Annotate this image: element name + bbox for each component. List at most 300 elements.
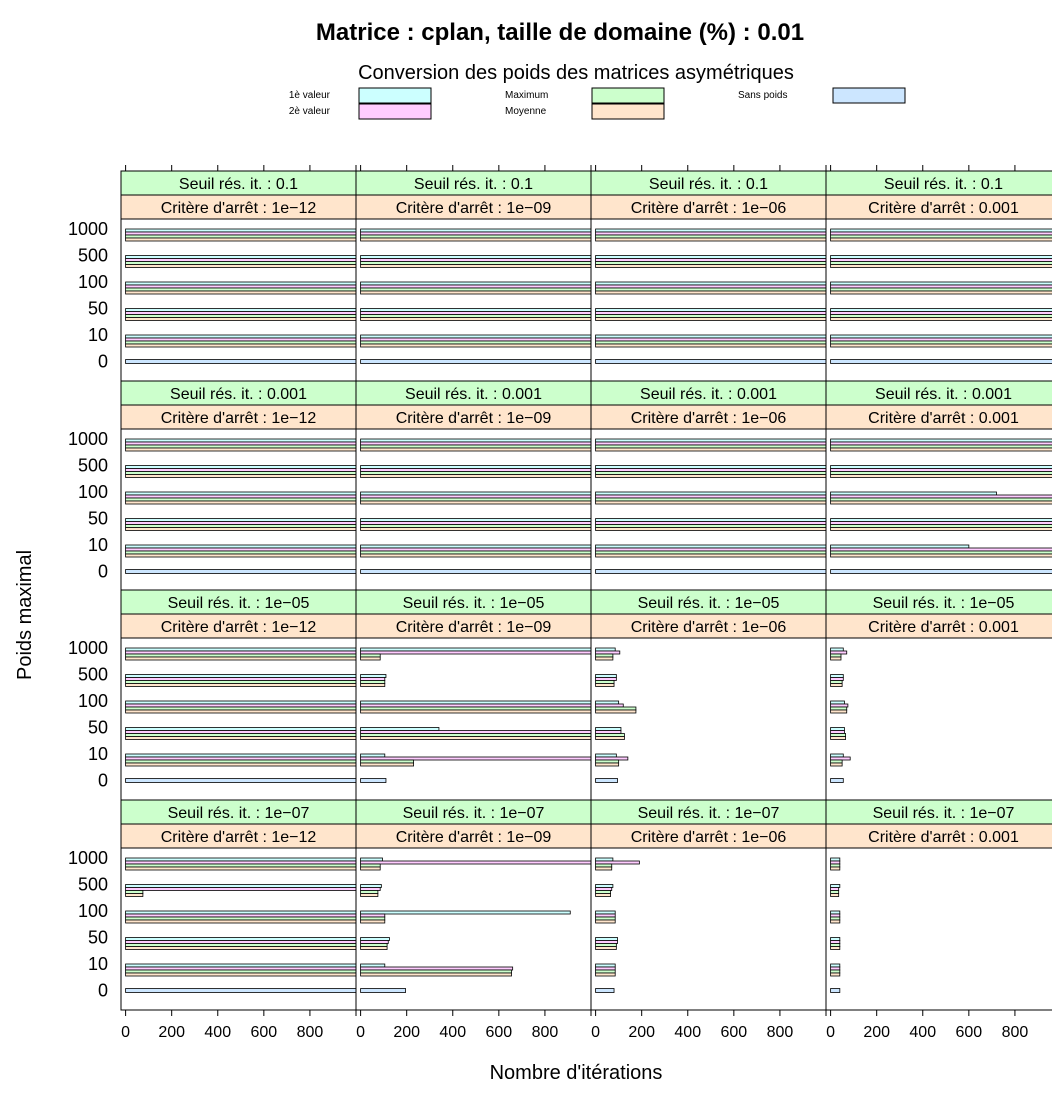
panel	[356, 590, 591, 800]
bar	[361, 941, 389, 944]
bar	[831, 757, 851, 760]
bar	[361, 439, 591, 442]
x-tick-label: 0	[826, 1024, 836, 1041]
bar	[361, 894, 378, 897]
bar	[831, 338, 1052, 341]
x-tick-label: 600	[250, 1024, 278, 1041]
bar	[361, 737, 591, 740]
bar	[361, 657, 381, 660]
strip-critere-label: Critère d'arrêt : 1e−12	[160, 200, 317, 217]
bar	[596, 256, 826, 259]
bar	[361, 944, 387, 947]
bar	[361, 262, 591, 265]
y-tick-label: 100	[77, 272, 108, 292]
bar	[831, 309, 1052, 312]
bar	[126, 920, 356, 923]
bar	[361, 891, 378, 894]
panel-frame	[121, 848, 356, 1010]
bar	[361, 309, 591, 312]
panel-frame	[826, 638, 1052, 800]
bar	[596, 262, 826, 265]
bar	[596, 315, 826, 318]
bar	[126, 681, 356, 684]
bar	[831, 760, 843, 763]
bar	[831, 947, 840, 950]
bar	[361, 492, 591, 495]
bar	[126, 338, 356, 341]
panel	[591, 381, 826, 591]
bar	[361, 654, 381, 657]
x-tick-label: 800	[296, 1024, 324, 1041]
bar	[596, 654, 613, 657]
bar	[126, 229, 356, 232]
bar	[596, 528, 826, 531]
y-tick-label: 500	[77, 664, 108, 685]
panel	[356, 800, 591, 1010]
bar	[596, 522, 826, 525]
bar	[361, 861, 591, 864]
bar	[831, 548, 1052, 551]
bar	[126, 911, 356, 914]
bar	[596, 867, 612, 870]
bar	[361, 973, 512, 976]
bar	[126, 259, 356, 262]
bar	[831, 710, 847, 713]
strip-critere-label: Critère d'arrêt : 1e−09	[395, 410, 552, 427]
bar	[361, 675, 386, 678]
bar	[361, 754, 385, 757]
bar	[831, 864, 840, 867]
bar	[831, 318, 1052, 321]
bar	[126, 341, 356, 344]
bar	[596, 947, 617, 950]
bar	[596, 439, 826, 442]
bar	[831, 681, 843, 684]
bar	[596, 920, 616, 923]
bar-sans-poids	[596, 779, 618, 783]
bar	[361, 338, 591, 341]
bar	[126, 498, 356, 501]
x-tick-label: 200	[863, 1024, 891, 1041]
bar	[596, 554, 826, 557]
bar	[831, 554, 1052, 557]
bar	[596, 235, 826, 238]
bar	[361, 710, 591, 713]
strip-seuil-label: Seuil rés. it. : 1e−07	[167, 805, 310, 822]
bar	[126, 654, 356, 657]
bar	[126, 737, 356, 740]
bar	[831, 312, 1052, 315]
bar	[831, 439, 1052, 442]
y-tick-label: 50	[87, 508, 108, 529]
bar	[126, 439, 356, 442]
y-tick-label: 100	[77, 482, 108, 502]
bar	[596, 763, 619, 766]
bar	[126, 970, 356, 973]
bar	[596, 525, 826, 528]
bar-sans-poids	[361, 779, 386, 783]
bar	[596, 309, 826, 312]
bar	[361, 291, 591, 294]
bar	[126, 938, 356, 941]
bar	[126, 312, 356, 315]
bar	[596, 728, 621, 731]
legend-label: 1è valeur	[288, 90, 330, 101]
x-axis-label: Nombre d'itérations	[489, 1062, 663, 1084]
panel	[591, 590, 826, 800]
bar	[831, 941, 840, 944]
bar	[126, 291, 356, 294]
strip-critere-label: Critère d'arrêt : 0.001	[868, 829, 1019, 846]
bar	[126, 495, 356, 498]
bar	[361, 551, 591, 554]
bar	[126, 525, 356, 528]
bar	[831, 551, 1052, 554]
bar-sans-poids	[831, 570, 1052, 574]
bar	[596, 475, 826, 478]
x-tick-label: 0	[356, 1024, 366, 1041]
bar-sans-poids	[361, 989, 406, 993]
y-tick-label: 0	[97, 561, 108, 582]
strip-seuil-label: Seuil rés. it. : 0.001	[170, 386, 307, 403]
bar	[831, 256, 1052, 259]
bar	[361, 469, 591, 472]
bar	[596, 914, 616, 917]
legend-label: Sans poids	[738, 90, 788, 101]
y-tick-label: 50	[87, 717, 108, 738]
bar	[831, 528, 1052, 531]
bar	[126, 472, 356, 475]
bar	[126, 947, 356, 950]
legend-label: 2è valeur	[288, 106, 330, 117]
bar	[831, 938, 840, 941]
bar	[361, 265, 591, 268]
strip-seuil-label: Seuil rés. it. : 0.1	[883, 176, 1004, 193]
strip-critere-label: Critère d'arrêt : 1e−12	[160, 619, 317, 636]
bar-sans-poids	[361, 570, 591, 574]
bar	[831, 737, 846, 740]
strip-critere-label: Critère d'arrêt : 1e−09	[395, 200, 552, 217]
panel-frame	[826, 429, 1052, 591]
panel	[826, 171, 1052, 381]
bar	[126, 285, 356, 288]
panel	[826, 590, 1052, 800]
bar	[126, 885, 356, 888]
bar	[831, 734, 846, 737]
bar	[831, 891, 839, 894]
bar	[361, 545, 591, 548]
bar	[596, 710, 636, 713]
bar	[831, 970, 840, 973]
bar	[126, 864, 356, 867]
bar	[126, 941, 356, 944]
bar	[596, 684, 614, 687]
bar	[831, 684, 843, 687]
bar	[361, 967, 513, 970]
bar	[361, 707, 591, 710]
bar	[361, 288, 591, 291]
bar-sans-poids	[126, 779, 356, 783]
x-tick-label: 800	[766, 1024, 794, 1041]
bar	[361, 911, 571, 914]
strip-critere-label: Critère d'arrêt : 0.001	[868, 619, 1019, 636]
panel	[826, 800, 1052, 1010]
bar	[596, 864, 612, 867]
y-tick-label: 1000	[67, 219, 108, 239]
bar	[126, 894, 143, 897]
bar	[126, 728, 356, 731]
bar	[831, 466, 1052, 469]
bar-sans-poids	[596, 360, 826, 364]
bar	[361, 285, 591, 288]
bar	[831, 654, 841, 657]
y-tick-label: 0	[97, 980, 108, 1001]
bar	[831, 232, 1052, 235]
bar	[361, 964, 385, 967]
bar	[596, 757, 628, 760]
bar	[596, 964, 616, 967]
bar	[596, 891, 611, 894]
bar	[831, 728, 845, 731]
bar	[126, 282, 356, 285]
strip-seuil-label: Seuil rés. it. : 0.001	[875, 386, 1012, 403]
bar	[831, 291, 1052, 294]
legend-swatch	[359, 88, 431, 103]
y-tick-label: 10	[87, 744, 108, 764]
strip-seuil-label: Seuil rés. it. : 0.1	[178, 176, 299, 193]
x-tick-label: 0	[591, 1024, 601, 1041]
bar-sans-poids	[126, 570, 356, 574]
bar	[596, 448, 826, 451]
x-tick-label: 600	[720, 1024, 748, 1041]
strip-critere-label: Critère d'arrêt : 0.001	[868, 410, 1019, 427]
y-tick-label: 0	[97, 770, 108, 791]
bar	[831, 235, 1052, 238]
bar	[596, 548, 826, 551]
strip-critere-label: Critère d'arrêt : 1e−09	[395, 619, 552, 636]
strip-seuil-label: Seuil rés. it. : 0.1	[413, 176, 534, 193]
x-tick-label: 400	[439, 1024, 467, 1041]
bar	[596, 754, 617, 757]
bar	[596, 944, 617, 947]
bar	[596, 888, 612, 891]
bar	[596, 492, 826, 495]
strip-seuil-label: Seuil rés. it. : 1e−05	[402, 595, 545, 612]
strip-critere-label: Critère d'arrêt : 1e−12	[160, 829, 317, 846]
strip-seuil-label: Seuil rés. it. : 0.001	[405, 386, 542, 403]
bar	[596, 973, 616, 976]
panel	[826, 381, 1052, 591]
x-tick-label: 400	[909, 1024, 937, 1041]
bar	[361, 229, 591, 232]
bar	[831, 885, 840, 888]
bar	[361, 648, 591, 651]
bar	[126, 335, 356, 338]
bar	[126, 973, 356, 976]
bar-sans-poids	[831, 779, 844, 783]
bar	[831, 731, 845, 734]
bar	[361, 867, 381, 870]
bar	[831, 861, 840, 864]
bar	[126, 684, 356, 687]
bar	[361, 888, 381, 891]
bar	[596, 285, 826, 288]
bar	[596, 495, 826, 498]
strip-critere-label: Critère d'arrêt : 1e−06	[630, 200, 787, 217]
x-tick-label: 800	[531, 1024, 559, 1041]
bar	[126, 445, 356, 448]
bar	[361, 315, 591, 318]
bar	[361, 548, 591, 551]
bar	[361, 728, 439, 731]
bar	[596, 701, 619, 704]
y-tick-label: 1000	[67, 429, 108, 449]
bar	[126, 967, 356, 970]
bar	[596, 678, 617, 681]
bar	[596, 737, 625, 740]
y-tick-label: 1000	[67, 848, 108, 868]
panel	[121, 800, 356, 1010]
bar	[361, 259, 591, 262]
bar-sans-poids	[361, 360, 591, 364]
bar	[361, 495, 591, 498]
bar	[596, 472, 826, 475]
bar	[126, 944, 356, 947]
strip-critere-label: Critère d'arrêt : 1e−06	[630, 829, 787, 846]
bar	[831, 492, 997, 495]
bar	[596, 648, 616, 651]
bar	[831, 648, 844, 651]
bar	[831, 445, 1052, 448]
bar	[831, 259, 1052, 262]
bar-sans-poids	[831, 989, 840, 993]
bar	[361, 282, 591, 285]
panel-frame	[591, 219, 826, 381]
bar	[596, 318, 826, 321]
bar	[831, 341, 1052, 344]
bar	[126, 678, 356, 681]
bar	[596, 344, 826, 347]
bar	[126, 442, 356, 445]
bar	[361, 651, 591, 654]
bar-sans-poids	[831, 360, 1052, 364]
bar	[126, 757, 356, 760]
bar	[596, 232, 826, 235]
bar	[126, 318, 356, 321]
panel	[121, 381, 356, 591]
bar	[126, 754, 356, 757]
bar	[126, 763, 356, 766]
strip-seuil-label: Seuil rés. it. : 1e−07	[637, 805, 780, 822]
bar	[596, 734, 625, 737]
bar	[596, 259, 826, 262]
bar	[361, 472, 591, 475]
panel-frame	[826, 219, 1052, 381]
bar	[596, 338, 826, 341]
bar	[596, 917, 616, 920]
bar	[361, 335, 591, 338]
bar	[831, 657, 841, 660]
bar	[596, 282, 826, 285]
bar	[126, 501, 356, 504]
legend-label: Maximum	[505, 90, 549, 101]
bar	[831, 917, 840, 920]
panel-frame	[121, 638, 356, 800]
bar	[126, 554, 356, 557]
bar	[126, 232, 356, 235]
panels	[121, 171, 1052, 1010]
bar	[831, 894, 839, 897]
bar	[361, 684, 385, 687]
bar	[126, 861, 356, 864]
bar	[596, 229, 826, 232]
bar	[831, 519, 1052, 522]
bar	[831, 498, 1052, 501]
chart-title: Matrice : cplan, taille de domaine (%) : 0.01	[315, 19, 805, 46]
panel	[356, 381, 591, 591]
bar	[596, 551, 826, 554]
panel	[121, 171, 356, 381]
bar	[596, 442, 826, 445]
y-tick-label: 10	[87, 325, 108, 345]
bar	[126, 710, 356, 713]
panel-frame	[356, 638, 591, 800]
bar	[831, 475, 1052, 478]
bar	[126, 707, 356, 710]
bar	[361, 256, 591, 259]
bar	[831, 315, 1052, 318]
panel-frame	[826, 848, 1052, 1010]
bar	[126, 704, 356, 707]
bar	[361, 318, 591, 321]
bar	[831, 967, 840, 970]
bar	[126, 466, 356, 469]
bar	[126, 235, 356, 238]
bar	[126, 675, 356, 678]
bar	[596, 760, 619, 763]
legend	[289, 88, 905, 119]
panel-frame	[591, 848, 826, 1010]
bar	[126, 448, 356, 451]
y-tick-label: 500	[77, 874, 108, 895]
bar	[596, 469, 826, 472]
y-tick-label: 0	[97, 351, 108, 372]
bar	[831, 701, 845, 704]
bar	[361, 312, 591, 315]
bar	[361, 528, 591, 531]
bar	[361, 763, 414, 766]
bar	[126, 545, 356, 548]
bar	[596, 731, 621, 734]
panel	[591, 800, 826, 1010]
bar	[361, 681, 385, 684]
legend-title: Conversion des poids des matrices asymétriques	[358, 62, 794, 84]
bar	[596, 970, 616, 973]
bar	[831, 262, 1052, 265]
bar	[126, 469, 356, 472]
bar	[361, 445, 591, 448]
strip-critere-label: Critère d'arrêt : 1e−06	[630, 410, 787, 427]
bar	[126, 734, 356, 737]
bar	[831, 858, 840, 861]
bar	[596, 941, 618, 944]
bar	[126, 657, 356, 660]
bar	[831, 675, 844, 678]
bar	[126, 315, 356, 318]
bar	[126, 964, 356, 967]
bar	[361, 885, 382, 888]
strip-seuil-label: Seuil rés. it. : 1e−05	[637, 595, 780, 612]
